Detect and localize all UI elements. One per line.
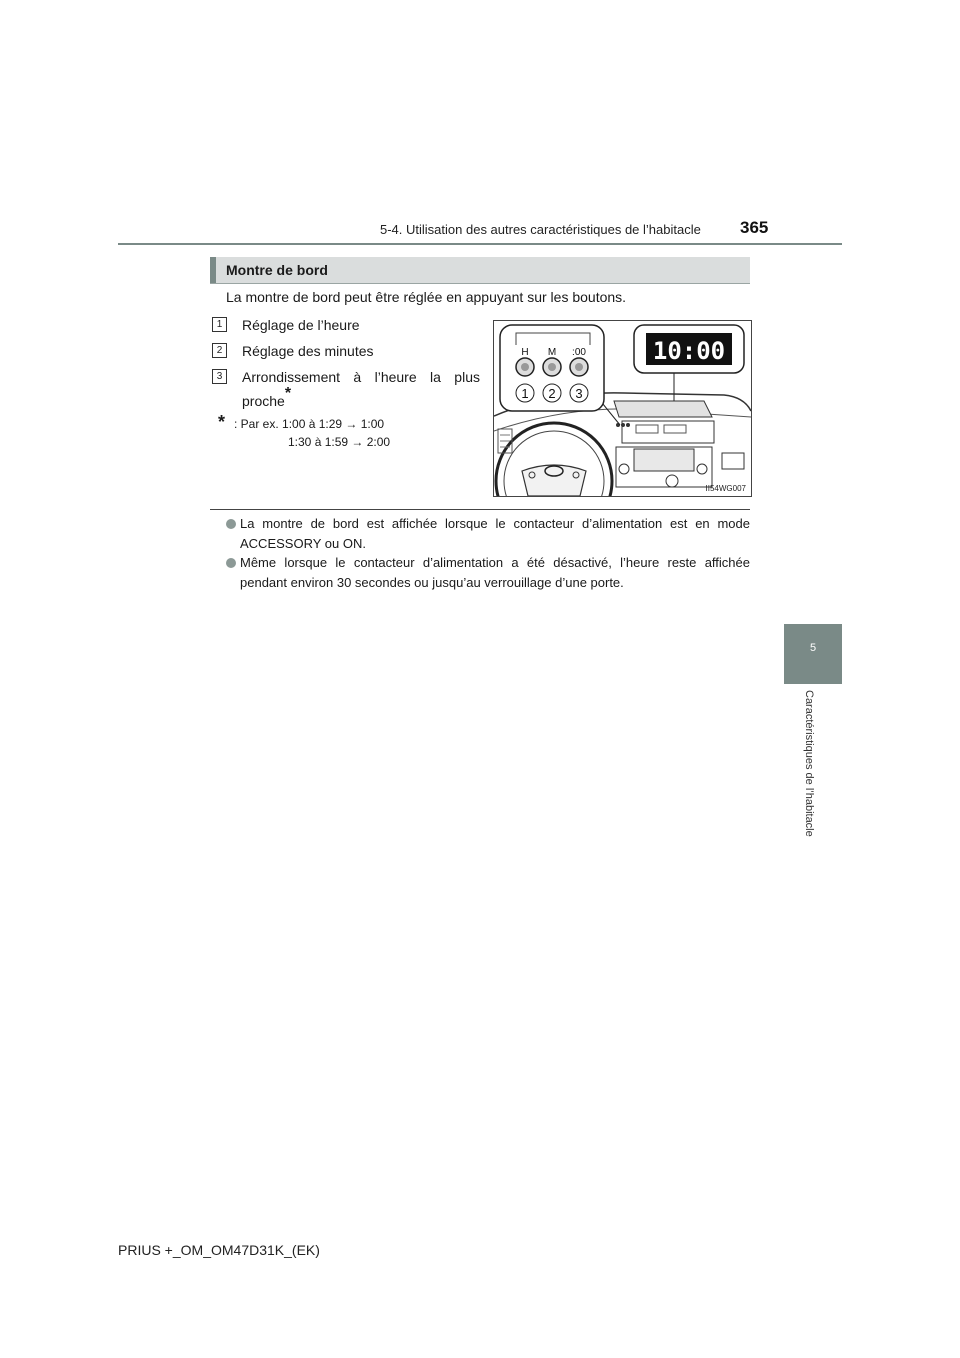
item-number-box: 1 [212, 317, 227, 332]
dashboard-clock-illustration [493, 320, 752, 497]
clock-time: 10:00 [652, 337, 726, 365]
bullet-icon [226, 519, 236, 529]
note-text: La montre de bord est affichée lorsque le contacteur d’alimentation est en mode ACCESSORY ou ON. [240, 516, 750, 551]
chapter-tab [784, 624, 842, 684]
note-item [226, 514, 750, 556]
button-number-2: 2 [548, 386, 556, 401]
section-heading-accent [210, 257, 216, 283]
list-item [212, 365, 480, 415]
footnote-star: * [218, 412, 226, 432]
item-number-box: 3 [212, 369, 227, 384]
footnote-line2: 1:30 à 1:59 → 2:00 [288, 435, 391, 449]
chapter-title: Caractéristiques de l’habitacle [803, 690, 815, 837]
button-number-3: 3 [575, 386, 583, 401]
item-label-continuation: proche* [242, 385, 292, 409]
section-intro: La montre de bord peut être réglée en appuyant sur les boutons. [226, 289, 627, 305]
note-text: Même lorsque le contacteur d’alimentation a été désactivé, l’heure reste affichée pendant environ 30 secondes ou jusqu’au verrouillage d’une porte. [240, 555, 750, 590]
chapter-number: 5 [809, 642, 817, 654]
button-label-round: :00 [572, 347, 586, 358]
header-section-title: 5-4. Utilisation des autres caractéristiques de l’habitacle [380, 222, 701, 237]
button-number-1: 1 [521, 386, 529, 401]
button-label-m: M [547, 347, 557, 358]
section-title: Montre de bord [226, 262, 328, 278]
page-number: 365 [740, 218, 769, 237]
section-heading-bar [210, 257, 750, 284]
footnote-line1: : Par ex. 1:00 à 1:29 → 1:00 [234, 417, 385, 431]
header-rule [118, 243, 842, 245]
document-code: PRIUS +_OM_OM47D31K_(EK) [118, 1242, 320, 1258]
item-label: Réglage de l’heure [242, 317, 360, 333]
button-label-h: H [521, 347, 529, 358]
item-number-box: 2 [212, 343, 227, 358]
bullet-icon [226, 558, 236, 568]
note-item [226, 553, 750, 595]
item-label: Réglage des minutes [242, 343, 374, 359]
footnote-mark: * [284, 385, 292, 402]
section-divider [210, 509, 750, 510]
figure-code: II54WG007 [705, 484, 746, 493]
item-label: Arrondissement à l’heure la plus [242, 369, 480, 385]
